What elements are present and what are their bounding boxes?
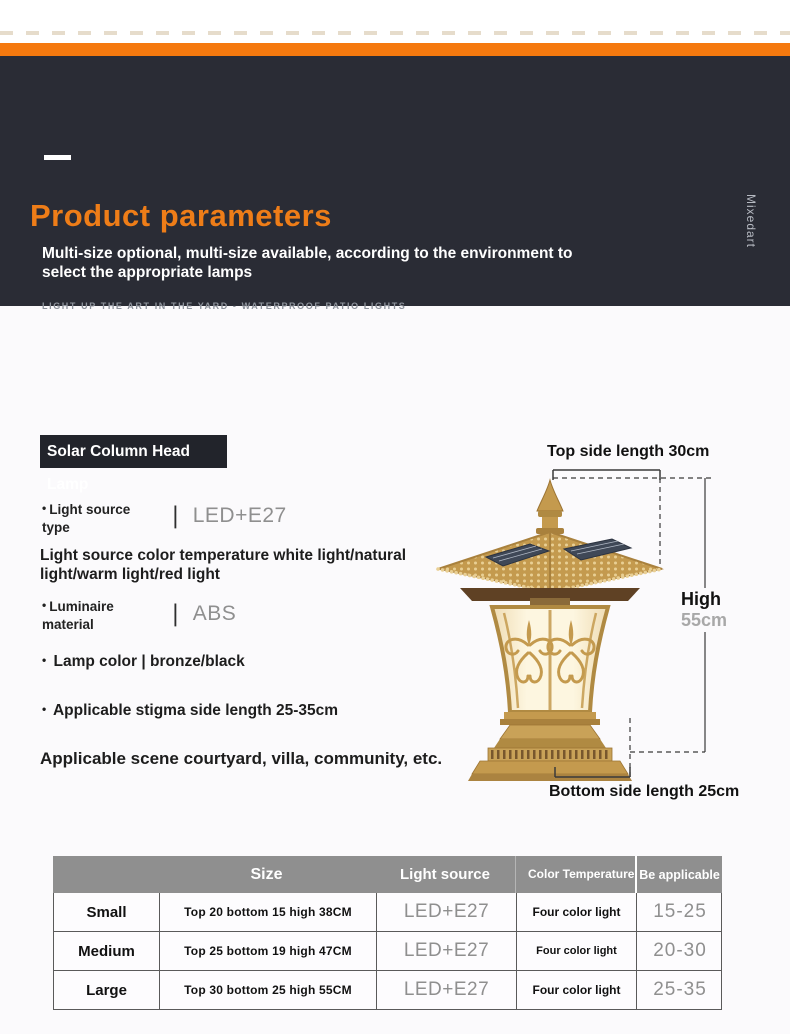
top-strip	[0, 0, 790, 43]
brand-watermark: Mixedart	[744, 194, 758, 249]
cell-size-name: Large	[86, 981, 127, 999]
spec-luminaire-material: • Luminaire material	[42, 598, 114, 632]
cell-size-desc: Top 30 bottom 25 high 55CM	[159, 971, 376, 1009]
page-subtitle: Multi-size optional, multi-size available, according to the environment to select the appropriate lamps	[42, 245, 573, 281]
table-header-empty	[53, 856, 158, 893]
cell-applicable: 25-35	[636, 971, 723, 1009]
table-header-light-source: Light source	[399, 866, 490, 883]
table-body	[53, 893, 722, 1010]
table-header-be-applicable: Be applicable	[635, 856, 722, 893]
product-label-box: Solar Column Head Lamp	[40, 435, 227, 468]
page-caption: LIGHT UP THE ART IN THE YARD - WATERPROOF PATIO LIGHTS	[42, 301, 407, 311]
cell-size-desc: Top 20 bottom 15 high 38CM	[159, 893, 376, 931]
spec-applicable-scene: Applicable scene courtyard, villa, community, etc.	[40, 749, 443, 768]
spec-value-led: LED+E27	[192, 504, 287, 527]
bullet-icon: •	[42, 653, 47, 667]
cell-size-name: Medium	[78, 942, 135, 960]
separator-bar: |	[173, 502, 178, 529]
annotation-high-label: High	[681, 589, 721, 609]
cell-applicable: 15-25	[636, 893, 723, 931]
spec-color-temperature: Light source color temperature white light/natural light/warm light/red light	[40, 547, 407, 584]
cell-color-temp: Four color light	[516, 893, 636, 931]
page-title: Product parameters	[30, 198, 332, 233]
table-row-medium	[54, 931, 721, 970]
cell-size-desc: Top 25 bottom 19 high 47CM	[159, 932, 376, 970]
title-dash	[44, 155, 71, 160]
cell-color-temp: Four color light	[516, 932, 636, 970]
cell-light-source: LED+E27	[376, 971, 516, 1009]
separator-bar: |	[173, 600, 178, 627]
annotation-top-side: Top side length 30cm	[547, 443, 710, 460]
cell-size-name: Small	[86, 903, 127, 921]
table-row-small	[54, 893, 721, 931]
spec-light-source-value	[172, 502, 287, 530]
annotation-bottom-side: Bottom side length 25cm	[549, 783, 740, 800]
spec-stigma-length: • Applicable stigma side length 25-35cm	[42, 702, 339, 719]
bullet-icon: •	[42, 501, 47, 515]
cell-applicable: 20-30	[636, 932, 723, 970]
cell-light-source: LED+E27	[376, 932, 516, 970]
table-header-size: Size	[250, 865, 283, 883]
table-row-large	[54, 970, 721, 1009]
bullet-icon: •	[42, 702, 47, 716]
spec-material-value	[172, 600, 236, 628]
bullet-icon: •	[42, 598, 47, 612]
hero-banner	[0, 56, 790, 311]
perforation-dashes	[0, 31, 790, 35]
table-header-row	[53, 856, 722, 893]
spec-value-abs: ABS	[192, 602, 237, 625]
size-spec-table	[53, 856, 722, 1010]
spec-lamp-color: • Lamp color | bronze/black	[42, 653, 245, 670]
table-header-color-temperature: Color Temperature	[515, 856, 635, 893]
spec-light-source-type: • Light source type	[42, 501, 131, 535]
cell-color-temp: Four color light	[516, 971, 636, 1009]
accent-bar	[0, 43, 790, 56]
cell-light-source: LED+E27	[376, 893, 516, 931]
annotation-high-value: 55cm	[681, 610, 728, 630]
